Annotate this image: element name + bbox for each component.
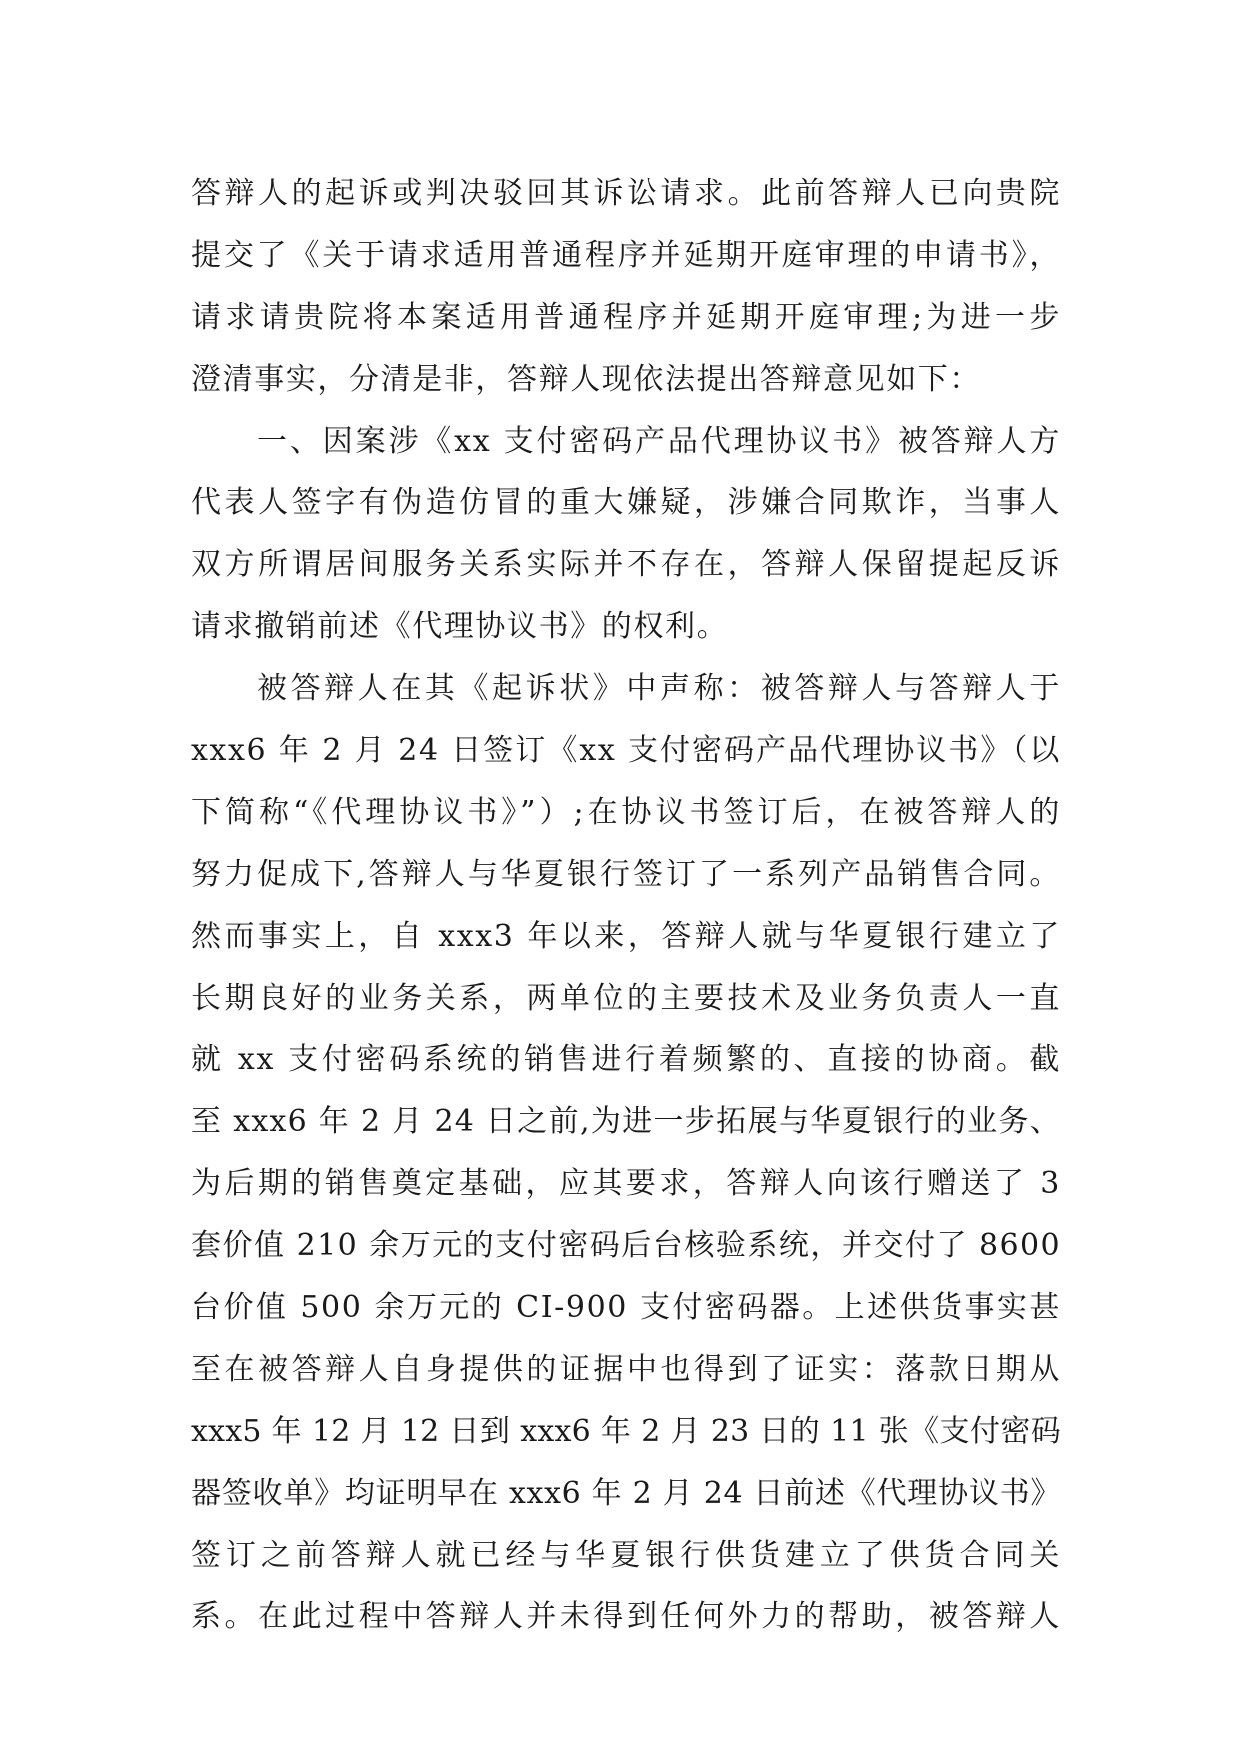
- text-line: 器签收单》均证明早在 xxx6 年 2 月 24 日前述《代理协议书》: [191, 1475, 1061, 1511]
- text-line: 至在被答辩人自身提供的证据中也得到了证实：落款日期从: [191, 1351, 1061, 1387]
- paragraph-first-line: 一、因案涉《xx 支付密码产品代理协议书》被答辩人方: [257, 423, 1061, 459]
- document-body: [191, 163, 1061, 1648]
- paragraph-first-line: 被答辩人在其《起诉状》中声称：被答辩人与答辩人于: [257, 671, 1061, 707]
- text-line: 请求撤销前述《代理协议书》的权利。: [191, 609, 729, 645]
- text-line: xxx6 年 2 月 24 日签订《xx 支付密码产品代理协议书》（以: [191, 733, 1061, 769]
- text-line: 长期良好的业务关系，两单位的主要技术及业务负责人一直: [191, 980, 1061, 1016]
- text-line: 代表人签字有伪造仿冒的重大嫌疑，涉嫌合同欺诈，当事人: [191, 485, 1061, 521]
- text-line: 台价值 500 余万元的 CI-900 支付密码器。上述供货事实甚: [191, 1290, 1061, 1326]
- text-line: 澄清事实，分清是非，答辩人现依法提出答辩意见如下：: [191, 361, 981, 397]
- text-line: 提交了《关于请求适用普通程序并延期开庭审理的申请书》，: [191, 237, 1061, 273]
- text-line: 就 xx 支付密码系统的销售进行着频繁的、直接的协商。截: [191, 1042, 1061, 1078]
- text-line: 为后期的销售奠定基础，应其要求，答辩人向该行赠送了 3: [191, 1166, 1061, 1202]
- text-line: 请求请贵院将本案适用普通程序并延期开庭审理;为进一步: [191, 299, 1061, 335]
- text-line: xxx5 年 12 月 12 日到 xxx6 年 2 月 23 日的 11 张《支付密码: [191, 1413, 1061, 1449]
- text-line: 努力促成下,答辩人与华夏银行签订了一系列产品销售合同。: [191, 856, 1061, 892]
- text-line: 至 xxx6 年 2 月 24 日之前,为进一步拓展与华夏银行的业务、: [191, 1104, 1061, 1140]
- text-line: 双方所谓居间服务关系实际并不存在，答辩人保留提起反诉: [191, 547, 1061, 583]
- text-line: 然而事实上，自 xxx3 年以来，答辩人就与华夏银行建立了: [191, 918, 1061, 954]
- text-line: 答辩人的起诉或判决驳回其诉讼请求。此前答辩人已向贵院: [191, 176, 1061, 211]
- text-line: 下简称“《代理协议书》”）;在协议书签订后，在被答辩人的: [191, 794, 1061, 830]
- text-line: 系。在此过程中答辩人并未得到任何外力的帮助，被答辩人: [191, 1599, 1061, 1635]
- text-line: 签订之前答辩人就已经与华夏银行供货建立了供货合同关: [191, 1537, 1061, 1573]
- text-line: 套价值 210 余万元的支付密码后台核验系统，并交付了 8600: [191, 1228, 1061, 1264]
